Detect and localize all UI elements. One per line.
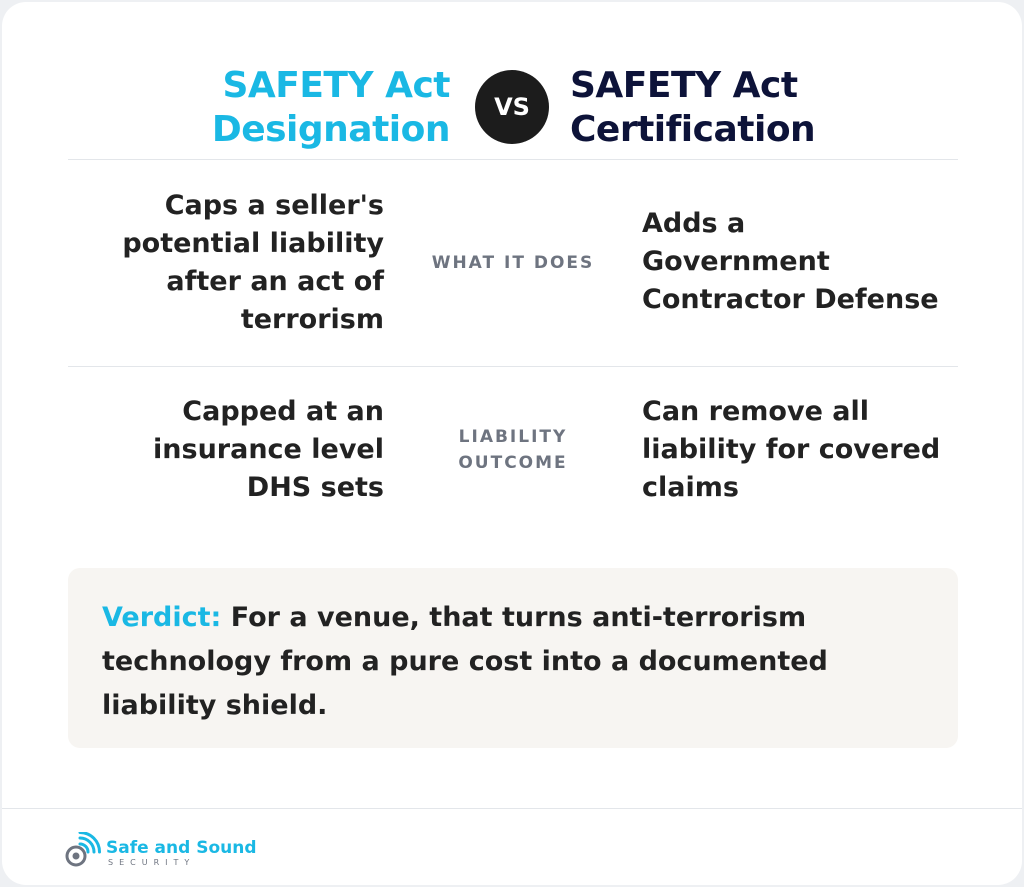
logo-subtitle: SECURITY (108, 858, 196, 867)
designation-liability-outcome (153, 393, 384, 507)
text-line: Caps a seller's (164, 190, 384, 221)
certification-title (570, 64, 815, 152)
designation-title (212, 64, 450, 152)
comparison-row-what-it-does (68, 187, 958, 347)
verdict-line-3: liability shield. (102, 690, 328, 721)
comparison-row-liability-outcome (68, 393, 958, 513)
text-line: Capped at an (182, 396, 384, 427)
text-line: Adds a (642, 208, 746, 239)
text-line: insurance level (153, 434, 384, 465)
certification-liability-outcome (642, 393, 940, 507)
text-line: Government (642, 246, 830, 277)
header-divider (68, 159, 958, 160)
footer-divider (2, 808, 1022, 809)
verdict-line-1 (102, 596, 828, 640)
label-line: LIABILITY (458, 427, 568, 447)
verdict-label: Verdict: (102, 602, 222, 633)
row-label-liability-outcome (408, 424, 618, 476)
text-line: potential liability (122, 228, 384, 259)
text-line: after an act of (166, 266, 384, 297)
vs-badge (475, 70, 549, 144)
vs-label: VS (494, 93, 530, 121)
label-line: OUTCOME (458, 453, 568, 473)
certification-title-line-1: SAFETY Act (570, 65, 798, 106)
verdict-box (68, 568, 958, 748)
label-line: WHAT IT DOES (431, 253, 595, 273)
text-line: liability for covered (642, 434, 941, 465)
text-line: claims (642, 472, 739, 503)
designation-title-line-2: Designation (211, 109, 450, 150)
text-line: terrorism (240, 304, 384, 335)
wifi-signal-icon (62, 832, 102, 868)
designation-title-line-1: SAFETY Act (222, 65, 450, 106)
row-divider (68, 366, 958, 367)
comparison-card (2, 2, 1022, 885)
certification-what-it-does (642, 205, 939, 319)
text-line: DHS sets (246, 472, 384, 503)
designation-what-it-does (122, 187, 384, 339)
text-line: Can remove all (642, 396, 870, 427)
verdict-line-2: technology from a pure cost into a documented (102, 646, 828, 677)
logo-name: Safe and Sound (106, 838, 257, 858)
verdict-text (102, 596, 828, 728)
verdict-line-text: For a venue, that turns anti-terrorism (230, 602, 807, 633)
row-label-what-it-does (408, 250, 618, 276)
certification-title-line-2: Certification (570, 109, 816, 150)
text-line: Contractor Defense (642, 284, 939, 315)
